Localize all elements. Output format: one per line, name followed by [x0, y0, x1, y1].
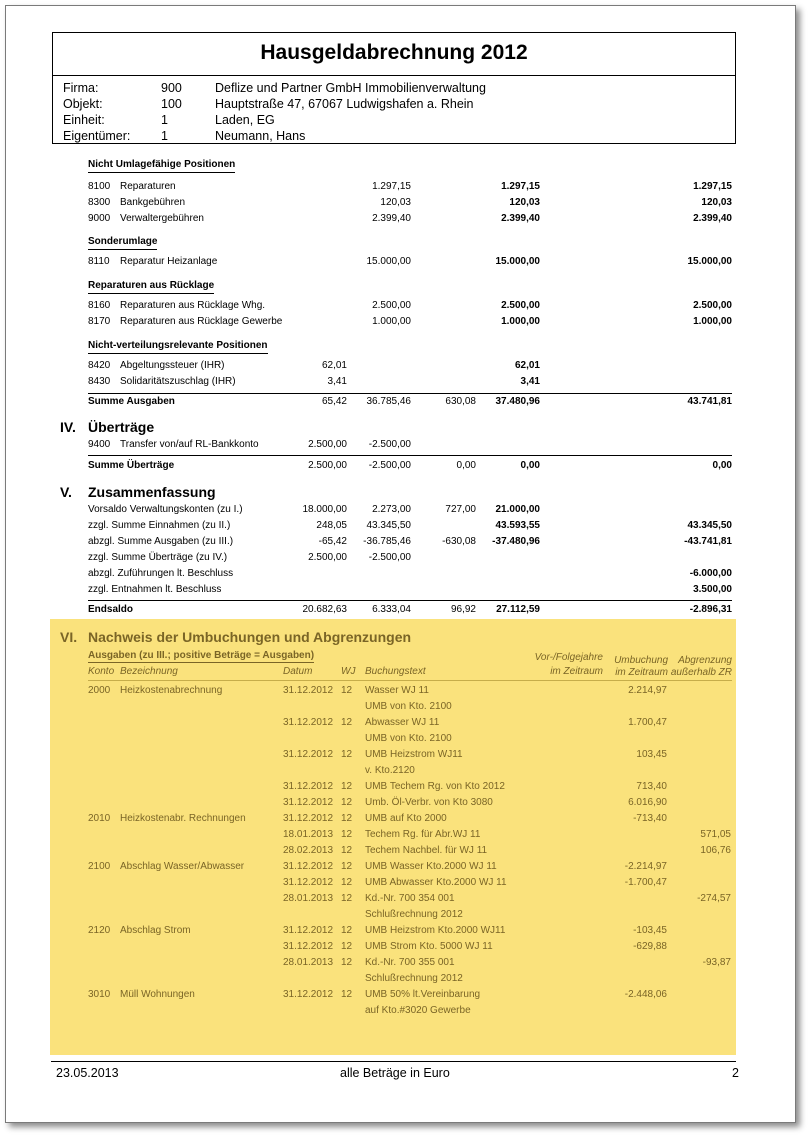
- amount-col4: 62,01: [514, 360, 540, 371]
- booking-text: UMB Wasser Kto.2000 WJ 11: [365, 861, 497, 872]
- amount-col1: 3,41: [327, 376, 347, 387]
- section-heading: Reparaturen aus Rücklage: [88, 279, 214, 294]
- account-number: 8160: [88, 300, 111, 311]
- booking-text: Schlußrechnung 2012: [365, 973, 463, 984]
- umbuchung-amount: -1.700,47: [624, 877, 667, 888]
- booking-text: Techem Nachbel. für WJ 11: [365, 845, 488, 856]
- amount-c4: -37.480,96: [492, 536, 540, 547]
- row-label: abzgl. Summe Ausgaben (zu III.): [88, 536, 234, 547]
- row-label: Verwaltergebühren: [120, 213, 204, 224]
- col-header-abg1: Abgrenzung: [678, 655, 732, 666]
- header-code: 100: [161, 97, 182, 111]
- amount-col2: 2.399,40: [372, 213, 411, 224]
- section-title: Zusammenfassung: [88, 484, 216, 500]
- account-name: Heizkostenabr. Rechnungen: [120, 813, 246, 824]
- booking-text: Schlußrechnung 2012: [365, 909, 463, 920]
- amount-col1: 62,01: [321, 360, 347, 371]
- row-label: Abgeltungssteuer (IHR): [120, 360, 225, 371]
- amount-col4: 2.500,00: [501, 300, 540, 311]
- booking-text: UMB Techem Rg. von Kto 2012: [365, 781, 505, 792]
- sum-amount-c5: -2.896,31: [689, 604, 732, 615]
- amount-col2: 1.297,15: [372, 181, 411, 192]
- section-heading: Sonderumlage: [88, 235, 157, 250]
- sum-amount-c4: 0,00: [520, 460, 540, 471]
- row-label: Reparatur Heizanlage: [120, 256, 218, 267]
- sum-amount-c1: 2.500,00: [308, 460, 347, 471]
- amount-c2: 2.273,00: [372, 504, 411, 515]
- sum-amount-c4: 27.112,59: [496, 604, 540, 615]
- account-number: 9400: [88, 439, 111, 450]
- footer-date: 23.05.2013: [56, 1066, 119, 1080]
- amount-col4: 1.000,00: [501, 316, 540, 327]
- account-number: 8170: [88, 316, 111, 327]
- booking-date: 28.01.2013: [283, 957, 334, 968]
- abgrenzung-amount: 106,76: [700, 845, 731, 856]
- fiscal-year: 12: [341, 941, 353, 952]
- booking-date: 28.02.2013: [283, 845, 334, 856]
- header-value: Laden, EG: [215, 113, 275, 127]
- booking-text: UMB von Kto. 2100: [365, 701, 452, 712]
- abgrenzung-amount: -274,57: [697, 893, 731, 904]
- col-header-abg2: außerhalb ZR: [670, 667, 732, 678]
- booking-date: 31.12.2012: [283, 989, 334, 1000]
- header-label: Objekt:: [63, 97, 103, 111]
- header-row-firma: [53, 80, 735, 96]
- amount-c2: 43.345,50: [366, 520, 411, 531]
- account-number: 3010: [88, 989, 111, 1000]
- amount-col2: 15.000,00: [366, 256, 411, 267]
- account-number: 8100: [88, 181, 111, 192]
- account-number: 8110: [88, 256, 110, 267]
- amount-c1: 18.000,00: [302, 504, 347, 515]
- amount-col5: 2.399,40: [693, 213, 732, 224]
- section-subtitle: Ausgaben (zu III.; positive Beträge = Ausgaben): [88, 650, 315, 661]
- umbuchung-amount: 103,45: [636, 749, 667, 760]
- booking-text: UMB Strom Kto. 5000 WJ 11: [365, 941, 493, 952]
- section-number: IV.: [60, 419, 76, 435]
- booking-text: auf Kto.#3020 Gewerbe: [365, 1005, 471, 1016]
- divider: [88, 600, 732, 601]
- row-label: Bankgebühren: [120, 197, 186, 208]
- booking-text: UMB Heizstrom Kto.2000 WJ11: [365, 925, 506, 936]
- header-row-objekt: [53, 96, 735, 112]
- amount-col2: 2.500,00: [372, 300, 411, 311]
- fiscal-year: 12: [341, 861, 353, 872]
- amount-c3: 727,00: [445, 504, 476, 515]
- fiscal-year: 12: [341, 957, 353, 968]
- sum-label: Summe Ausgaben: [88, 396, 175, 407]
- sum-amount-c2: 6.333,04: [372, 604, 411, 615]
- account-name: Heizkostenabrechnung: [120, 685, 223, 696]
- header-label: Firma:: [63, 81, 99, 95]
- header-value: Hauptstraße 47, 67067 Ludwigshafen a. Rhein: [215, 97, 474, 111]
- fiscal-year: 12: [341, 717, 353, 728]
- header-code: 1: [161, 113, 168, 127]
- fiscal-year: 12: [341, 989, 353, 1000]
- header-label: Eigentümer:: [63, 129, 131, 143]
- sum-amount-c3: 96,92: [450, 604, 476, 615]
- amount-c5: -6.000,00: [689, 568, 732, 579]
- footer-page-number: 2: [732, 1066, 739, 1080]
- abgrenzung-amount: 571,05: [700, 829, 731, 840]
- booking-date: 31.12.2012: [283, 781, 334, 792]
- divider: [88, 455, 732, 456]
- booking-date: 31.12.2012: [283, 861, 334, 872]
- amount-col4: 120,03: [509, 197, 540, 208]
- amount-col5: 1.297,15: [693, 181, 732, 192]
- row-label: Reparaturen aus Rücklage Gewerbe: [120, 316, 283, 327]
- sum-amount-c5: 0,00: [712, 460, 732, 471]
- fiscal-year: 12: [341, 877, 353, 888]
- col-header-vor1: Vor-/Folgejahre: [534, 652, 603, 663]
- booking-text: UMB Heizstrom WJ11: [365, 749, 463, 760]
- divider: [88, 393, 732, 394]
- booking-date: 28.01.2013: [283, 893, 334, 904]
- col-header-bezeichnung: Bezeichnung: [120, 666, 178, 677]
- booking-text: Wasser WJ 11: [365, 685, 429, 696]
- abgrenzung-amount: -93,87: [702, 957, 731, 968]
- umbuchung-amount: 1.700,47: [628, 717, 667, 728]
- row-label: abzgl. Zuführungen lt. Beschluss: [88, 568, 234, 579]
- amount-col5: 2.500,00: [693, 300, 732, 311]
- amount-c1: 2.500,00: [308, 552, 347, 563]
- col-header-umb1: Umbuchung: [614, 655, 668, 666]
- fiscal-year: 12: [341, 685, 353, 696]
- col-header-buchungstext: Buchungstext: [365, 666, 426, 677]
- sum-label: Endsaldo: [88, 604, 134, 615]
- booking-text: Umb. Öl-Verbr. von Kto 3080: [365, 797, 493, 808]
- booking-text: Techem Rg. für Abr.WJ 11: [365, 829, 481, 840]
- amount-col1: 2.500,00: [308, 439, 347, 450]
- account-number: 8430: [88, 376, 111, 387]
- header-value: Deflize und Partner GmbH Immobilienverwaltung: [215, 81, 486, 95]
- section-number: V.: [60, 484, 72, 500]
- section-heading: Nicht Umlagefähige Positionen: [88, 158, 235, 173]
- divider: [88, 680, 732, 681]
- amount-col5: 15.000,00: [687, 256, 732, 267]
- booking-date: 31.12.2012: [283, 717, 334, 728]
- booking-date: 31.12.2012: [283, 925, 334, 936]
- booking-date: 31.12.2012: [283, 685, 334, 696]
- amount-col5: 120,03: [701, 197, 732, 208]
- umbuchung-amount: -2.448,06: [624, 989, 667, 1000]
- footer-divider: [51, 1061, 736, 1062]
- col-header-datum: Datum: [283, 666, 313, 677]
- col-header-umb2: im Zeitraum: [615, 667, 668, 678]
- booking-text: Kd.-Nr. 700 355 001: [365, 957, 455, 968]
- amount-c5: -43.741,81: [684, 536, 732, 547]
- booking-text: Kd.-Nr. 700 354 001: [365, 893, 455, 904]
- amount-col2: 1.000,00: [372, 316, 411, 327]
- header-code: 900: [161, 81, 182, 95]
- booking-text: v. Kto.2120: [365, 765, 415, 776]
- amount-col2: 120,03: [380, 197, 411, 208]
- amount-c5: 3.500,00: [693, 584, 732, 595]
- account-name: Abschlag Strom: [120, 925, 191, 936]
- amount-c1: 248,05: [316, 520, 347, 531]
- col-header-wj: WJ: [341, 666, 356, 677]
- row-label: zzgl. Summe Einnahmen (zu II.): [88, 520, 231, 531]
- page-title: Hausgeldabrechnung 2012: [53, 33, 735, 76]
- header-code: 1: [161, 129, 168, 143]
- booking-text: UMB von Kto. 2100: [365, 733, 452, 744]
- umbuchung-amount: -103,45: [633, 925, 667, 936]
- amount-c2: -36.785,46: [363, 536, 411, 547]
- account-number: 9000: [88, 213, 111, 224]
- booking-date: 31.12.2012: [283, 813, 334, 824]
- section-number: VI.: [60, 629, 78, 645]
- sum-amount-c5: 43.741,81: [687, 396, 732, 407]
- sum-amount-c1: 20.682,63: [302, 604, 347, 615]
- amount-c5: 43.345,50: [687, 520, 732, 531]
- umbuchung-amount: 6.016,90: [628, 797, 667, 808]
- sum-label: Summe Überträge: [88, 460, 175, 471]
- account-number: 8420: [88, 360, 111, 371]
- header-box: [52, 32, 736, 144]
- fiscal-year: 12: [341, 925, 353, 936]
- amount-col4: 1.297,15: [501, 181, 540, 192]
- account-number: 2010: [88, 813, 111, 824]
- header-row-eigentuemer: [53, 128, 735, 144]
- umbuchung-amount: -713,40: [633, 813, 667, 824]
- booking-date: 31.12.2012: [283, 877, 334, 888]
- account-name: Abschlag Wasser/Abwasser: [120, 861, 245, 872]
- row-label: Reparaturen: [120, 181, 176, 192]
- row-label: Reparaturen aus Rücklage Whg.: [120, 300, 266, 311]
- account-number: 8300: [88, 197, 111, 208]
- row-label: zzgl. Entnahmen lt. Beschluss: [88, 584, 222, 595]
- amount-c3: -630,08: [442, 536, 476, 547]
- fiscal-year: 12: [341, 781, 353, 792]
- col-header-vor2: im Zeitraum: [550, 666, 603, 677]
- fiscal-year: 12: [341, 845, 353, 856]
- fiscal-year: 12: [341, 749, 353, 760]
- sum-amount-c1: 65,42: [321, 396, 347, 407]
- header-label: Einheit:: [63, 113, 105, 127]
- fiscal-year: 12: [341, 893, 353, 904]
- sum-amount-c2: -2.500,00: [368, 460, 411, 471]
- row-label: Solidaritätszuschlag (IHR): [120, 376, 236, 387]
- booking-date: 31.12.2012: [283, 797, 334, 808]
- sum-amount-c2: 36.785,46: [366, 396, 411, 407]
- booking-date: 18.01.2013: [283, 829, 334, 840]
- amount-col4: 3,41: [520, 376, 540, 387]
- account-name: Müll Wohnungen: [120, 989, 195, 1000]
- amount-c2: -2.500,00: [368, 552, 411, 563]
- row-label: Vorsaldo Verwaltungskonten (zu I.): [88, 504, 243, 515]
- footer-note: alle Beträge in Euro: [340, 1066, 450, 1080]
- section-title: Nachweis der Umbuchungen und Abgrenzungen: [88, 629, 412, 645]
- section-title: Überträge: [88, 419, 155, 435]
- fiscal-year: 12: [341, 797, 353, 808]
- amount-c4: 21.000,00: [495, 504, 540, 515]
- amount-col4: 15.000,00: [495, 256, 540, 267]
- umbuchung-amount: 713,40: [636, 781, 667, 792]
- account-number: 2100: [88, 861, 111, 872]
- header-row-einheit: [53, 112, 735, 128]
- umbuchung-amount: -2.214,97: [624, 861, 667, 872]
- amount-c1: -65,42: [318, 536, 347, 547]
- umbuchung-amount: -629,88: [633, 941, 667, 952]
- sum-amount-c4: 37.480,96: [495, 396, 540, 407]
- amount-col5: 1.000,00: [693, 316, 732, 327]
- account-number: 2000: [88, 685, 111, 696]
- section-heading: Nicht-verteilungsrelevante Positionen: [88, 339, 268, 354]
- booking-text: Abwasser WJ 11: [365, 717, 440, 728]
- row-label: zzgl. Summe Überträge (zu IV.): [88, 552, 228, 563]
- sum-amount-c3: 0,00: [456, 460, 476, 471]
- booking-date: 31.12.2012: [283, 941, 334, 952]
- umbuchung-amount: 2.214,97: [628, 685, 667, 696]
- amount-col2: -2.500,00: [368, 439, 411, 450]
- sum-amount-c3: 630,08: [445, 396, 476, 407]
- booking-date: 31.12.2012: [283, 749, 334, 760]
- amount-c4: 43.593,55: [495, 520, 540, 531]
- amount-col4: 2.399,40: [501, 213, 540, 224]
- booking-text: UMB 50% lt.Vereinbarung: [365, 989, 481, 1000]
- fiscal-year: 12: [341, 829, 353, 840]
- fiscal-year: 12: [341, 813, 353, 824]
- booking-text: UMB Abwasser Kto.2000 WJ 11: [365, 877, 507, 888]
- booking-text: UMB auf Kto 2000: [365, 813, 447, 824]
- account-number: 2120: [88, 925, 111, 936]
- row-label: Transfer von/auf RL-Bankkonto: [120, 439, 259, 450]
- header-value: Neumann, Hans: [215, 129, 306, 143]
- col-header-konto: Konto: [88, 666, 115, 677]
